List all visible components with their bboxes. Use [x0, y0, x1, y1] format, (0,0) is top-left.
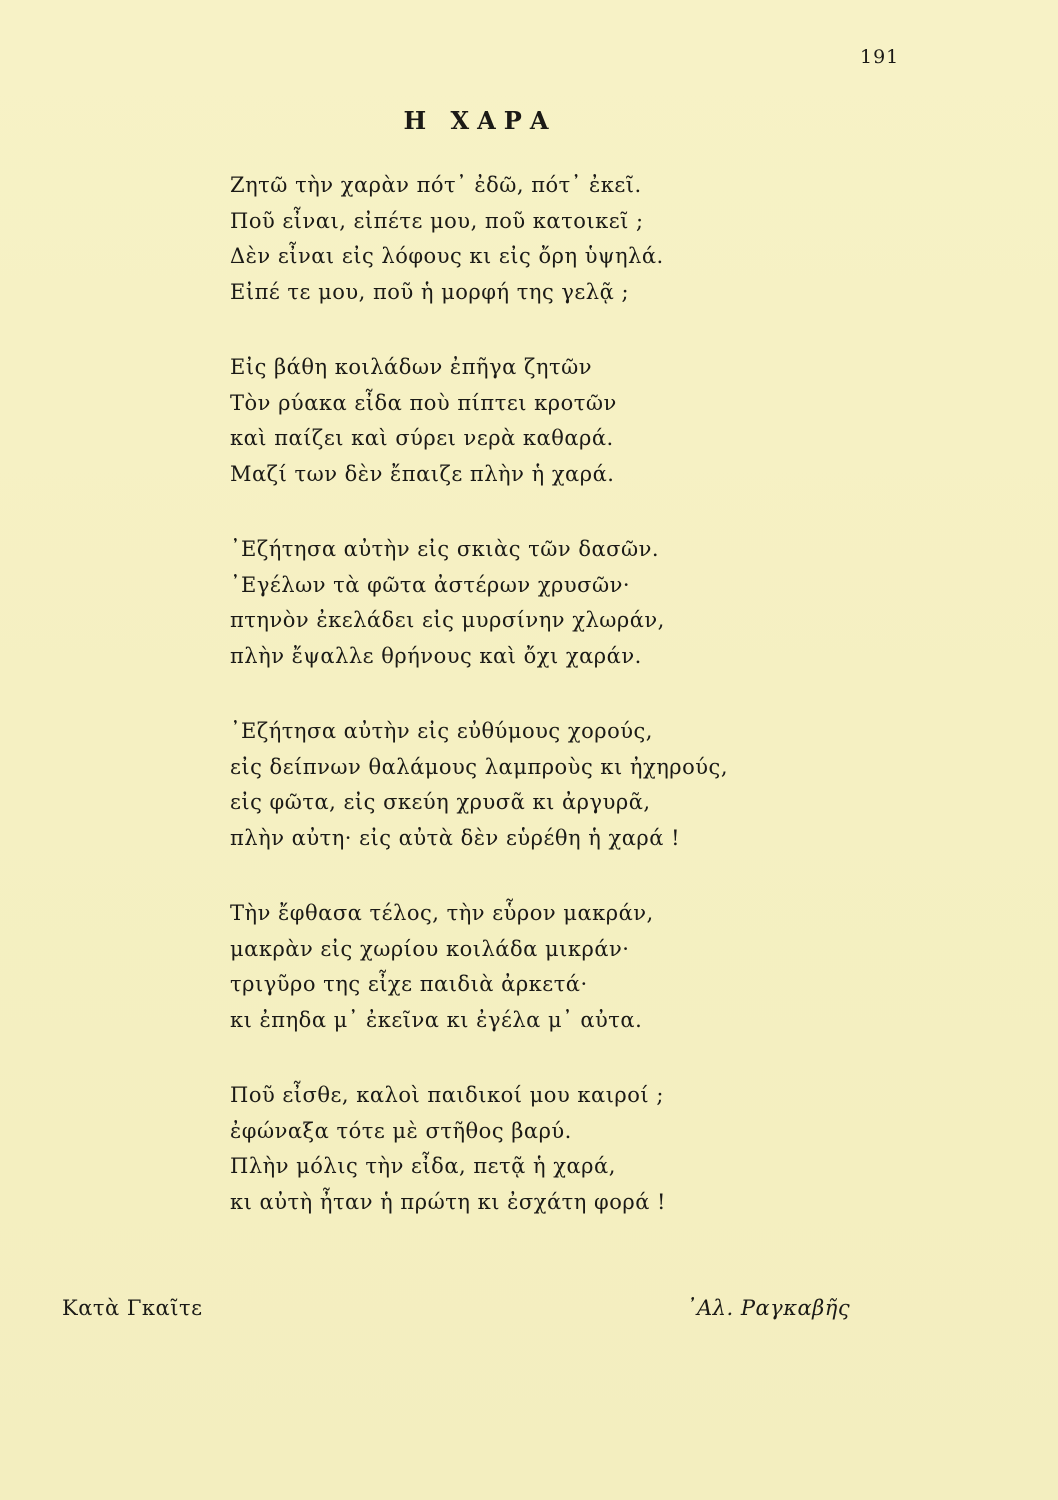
poem-line: Τὸν ρύακα εἶδα ποὺ πίπτει κροτῶν — [230, 390, 617, 415]
poem-line: Εἰς βάθη κοιλάδων ἐπῆγα ζητῶν — [230, 355, 592, 379]
poem-title: Η ΧΑΡΑ — [403, 106, 557, 135]
poem-line: κι αὐτὴ ἦταν ἡ πρώτη κι ἐσχάτη φορά ! — [230, 1189, 666, 1214]
poem-line: Ποῦ εἶναι, εἰπέτε μου, ποῦ κατοικεῖ ; — [230, 208, 644, 233]
poem-line: εἰς δείπνων θαλάμους λαμπροὺς κι ἠχηρούς, — [230, 754, 728, 779]
poem-body — [230, 168, 790, 1260]
poem-line: Πλὴν μόλις τὴν εἶδα, πετᾷ ἡ χαρά, — [230, 1154, 616, 1178]
poem-line: πλὴν ἔψαλλε θρήνους καὶ ὄχι χαράν. — [230, 643, 642, 668]
poem-line: ᾽Εζήτησα αὐτὴν εἰς σκιὰς τῶν δασῶν. — [230, 537, 660, 561]
poem-line: πτηνὸν ἐκελάδει εἰς μυρσίνην χλωράν, — [230, 608, 665, 632]
stanza — [230, 714, 790, 856]
poem-line: Τὴν ἔφθασα τέλος, τὴν εὗρον μακράν, — [230, 901, 654, 925]
stanza — [230, 350, 790, 492]
poem-line: Ποῦ εἶσθε, καλοὶ παιδικοί μου καιροί ; — [230, 1083, 664, 1107]
poem-line: Δὲν εἶναι εἰς λόφους κι εἰς ὄρη ὑψηλά. — [230, 244, 664, 268]
poem-line: κι ἐπηδα μ᾽ ἐκεῖνα κι ἐγέλα μ᾽ αὐτα. — [230, 1007, 643, 1032]
poem-line: τριγῦρο της εἶχε παιδιὰ ἀρκετά· — [230, 972, 588, 996]
poem-line: Ζητῶ τὴν χαρὰν πότ᾽ ἐδῶ, πότ᾽ ἐκεῖ. — [230, 173, 642, 197]
poem-line: ᾽Εζήτησα αὐτὴν εἰς εὐθύμους χορούς, — [230, 719, 653, 743]
poem-line: ἐφώναξα τότε μὲ στῆθος βαρύ. — [230, 1118, 572, 1143]
poem-line: πλὴν αὐτη· εἰς αὐτὰ δὲν εὑρέθη ἡ χαρά ! — [230, 825, 681, 850]
poem-line: Μαζί των δὲν ἔπαιζε πλὴν ἡ χαρά. — [230, 461, 615, 486]
source-attribution: Κατὰ Γκαῖτε — [62, 1296, 203, 1320]
stanza — [230, 1078, 790, 1220]
poem-line: εἰς φῶτα, εἰς σκεύη χρυσᾶ κι ἀργυρᾶ, — [230, 790, 651, 814]
author-name: ᾽Αλ. Ραγκαβῆς — [686, 1296, 851, 1320]
poem-line: μακρὰν εἰς χωρίου κοιλάδα μικράν· — [230, 936, 630, 961]
page-number: 191 — [860, 46, 900, 68]
stanza — [230, 896, 790, 1038]
poem-line: Εἰπέ τε μου, ποῦ ἡ μορφή της γελᾷ ; — [230, 279, 630, 304]
poem-line: ᾽Εγέλων τὰ φῶτα ἀστέρων χρυσῶν· — [230, 572, 631, 597]
stanza — [230, 168, 790, 310]
stanza — [230, 532, 790, 674]
poem-line: καὶ παίζει καὶ σύρει νερὰ καθαρά. — [230, 426, 614, 450]
